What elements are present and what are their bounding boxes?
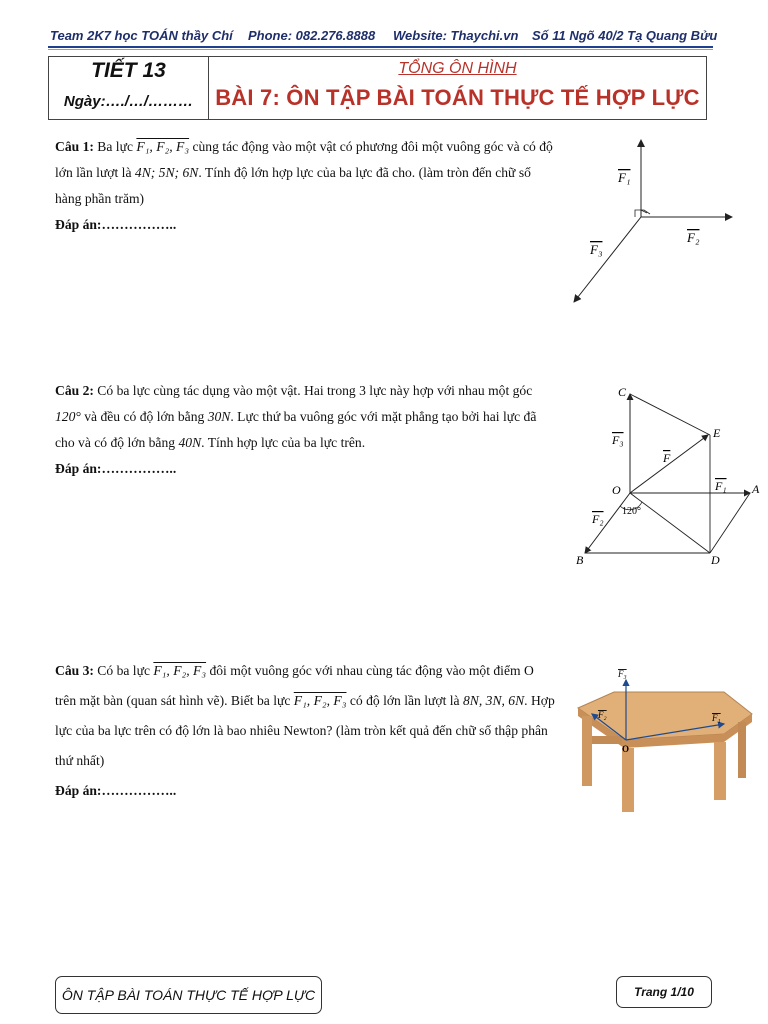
header-divider-thin [48,49,713,50]
q3-forces: F₁, F₂, F₃ [153,663,207,678]
page-number: Trang 1/10 [616,976,712,1008]
q2-point-a: A [752,482,760,496]
q1-text-3: . Tính độ lớn hợp lực của ba lực đã cho. (làm tròn đến chữ số hàng phần trăm) [55,165,531,206]
q1-forces: F₁, F₂, F₃ [136,139,190,154]
q2-label-f3: F₃ [612,433,624,447]
title-box [48,56,707,120]
q1-label-f3: F₃ [590,242,603,257]
q1-axis-f3 [574,217,641,302]
q2-text-1: Có ba lực cùng tác dụng vào một vật. Hai trong 3 lực này hợp với nhau một góc [93,383,533,398]
q3-text-2: đôi một vuông góc với nhau cùng tác động vào một điểm O trên mặt bàn (quan sát hình vẽ). Biết ba lực [55,663,534,708]
q1-label: Câu 1: [55,139,94,154]
q2-point-e: E [713,426,721,440]
q2-text-4: . Tính hợp lực của ba lực trên. [201,435,366,450]
lesson-title: BÀI 7: ÔN TẬP BÀI TOÁN THỰC TẾ HỢP LỰC [215,85,700,110]
table-leg-3 [714,742,726,800]
q2-point-c: C [618,385,627,399]
table-leg-1 [582,716,592,786]
q1-figure [560,132,760,307]
q1-label-f1: F₁ [618,170,631,185]
lesson-date: Ngày:…./…/……… [63,93,194,110]
q2-figure [568,380,768,570]
header-phone: Phone: 082.276.8888 [248,28,376,43]
table-leg-2 [622,748,634,812]
q2-label: Câu 2: [55,383,94,398]
q3-forces-2: F₁, F₂, F₃ [293,693,347,708]
q2-text-3: . Lực thứ ba vuông góc với mặt phẳng tạo bởi hai lực đã cho và có độ lớn bằng [55,409,537,450]
header-divider [48,46,713,48]
footer-title: ÔN TẬP BÀI TOÁN THỰC TẾ HỢP LỰC [55,976,322,1014]
q2-line-ce [630,394,710,435]
question-3 [55,656,555,806]
question-1 [55,134,555,238]
q1-text-2: cùng tác động vào một vật có phương đôi một vuông góc và có độ lớn lần lượt là [55,139,553,180]
q2-point-d: D [711,553,720,567]
page-header [48,26,718,46]
q1-magnitudes: 4N; 5N; 6N [134,165,199,180]
q2-label-f: F [663,451,671,465]
q3-figure-table [574,664,754,814]
q2-angle-label: 120° [622,506,641,517]
q3-point-o: O [622,744,630,754]
lesson-number: TIẾT 13 [91,59,166,82]
header-website: Website: Thaychi.vn [393,28,519,43]
q2-angle: 120° [55,409,81,424]
question-2 [55,378,555,482]
header-team: Team 2K7 học TOÁN thầy Chí [50,28,233,43]
q3-text-3: có độ lớn lần lượt là [346,693,463,708]
q1-label-f2: F₂ [687,230,700,245]
q1-answer: Đáp án:…………….. [55,217,177,232]
q2-point-o: O [612,483,621,497]
q2-magnitude-2: 40N [178,435,202,450]
q2-answer: Đáp án:…………….. [55,461,177,476]
q3-label-f1: F₁ [712,713,721,723]
q2-magnitude-1: 30N [207,409,231,424]
q2-label-f1: F₁ [715,479,727,493]
header-address: Số 11 Ngõ 40/2 Tạ Quang Bửu [532,28,718,43]
q3-label-f3: F₃ [618,669,627,679]
q2-label-f2: F₂ [592,512,604,526]
q3-label: Câu 3: [55,663,94,678]
q3-answer: Đáp án:…………….. [55,783,177,798]
q1-text-1: Ba lực [93,139,137,154]
table-leg-4 [738,722,746,778]
q2-line-ad [710,493,750,553]
q3-magnitudes: 8N, 3N, 6N [462,693,525,708]
section-title: TỔNG ÔN HÌNH [398,60,517,77]
q3-text-1: Có ba lực [93,663,154,678]
q3-text-4: . Hợp lực của ba lực trên có độ lớn là bao nhiêu Newton? (làm tròn kết quả đến chữ số thập phân thứ nhất) [55,693,555,768]
q2-text-2: và đều có độ lớn bằng [80,409,208,424]
table-apron [592,736,622,744]
q2-point-b: B [576,553,584,567]
q3-label-f2: F₂ [598,710,607,720]
